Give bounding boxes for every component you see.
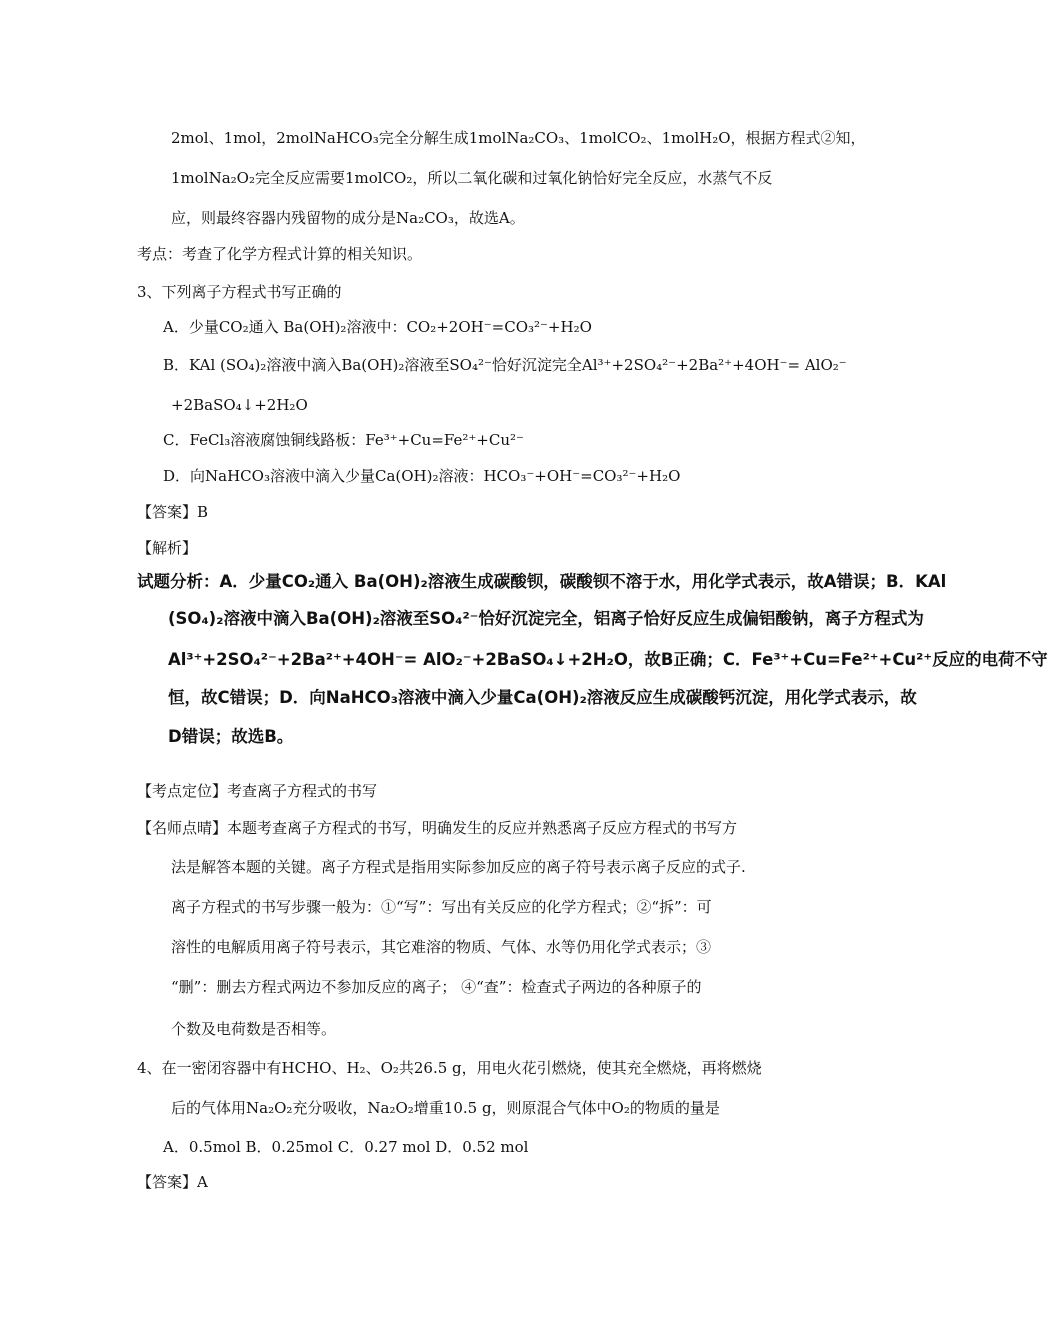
teacher-note-line-6: 个数及电荷数是否相等。 [171,1020,337,1038]
teacher-note-line-1: 【名师点晴】本题考查离子方程式的书写，明确发生的反应并熟悉离子反应方程式的书写方 [137,819,738,837]
answer-3: 【答案】B [137,503,209,521]
topic-location: 【考点定位】考查离子方程式的书写 [137,782,378,800]
analysis-line-5: D错误；故选B。 [168,727,294,746]
question-3-option-a: A．少量CO₂通入 Ba(OH)₂溶液中：CO₂+2OH⁻=CO₃²⁻+H₂O [163,318,592,336]
question-4-stem-cont: 后的气体用Na₂O₂充分吸收，Na₂O₂增重10.5 g，则原混合气体中O₂的物质的量是 [171,1099,720,1117]
solution-line-3: 应，则最终容器内残留物的成分是Na₂CO₃，故选A。 [171,209,525,227]
question-3-option-c: C．FeCl₃溶液腐蚀铜线路板：Fe³⁺+Cu=Fe²⁺+Cu²⁻ [163,431,524,449]
analysis-line-4: 恒，故C错误；D．向NaHCO₃溶液中滴入少量Ca(OH)₂溶液反应生成碳酸钙沉淀，用化学式表示，故 [168,688,917,707]
teacher-note-line-2: 法是解答本题的关键。离子方程式是指用实际参加反应的离子符号表示离子反应的式子. [171,858,746,876]
knowledge-point: 考点：考查了化学方程式计算的相关知识。 [137,245,423,263]
answer-4: 【答案】A [137,1173,208,1191]
teacher-note-line-4: 溶性的电解质用离子符号表示，其它难溶的物质、气体、水等仍用化学式表示；③ [171,938,712,956]
question-3-option-b-cont: +2BaSO₄↓+2H₂O [171,396,308,414]
teacher-note-line-5: “删”：删去方程式两边不参加反应的离子； ④“查”：检查式子两边的各种原子的 [171,978,702,996]
question-4-stem: 4、在一密闭容器中有HCHO、H₂、O₂共26.5 g，用电火花引燃烧，使其充全燃烧，再将燃烧 [137,1059,762,1077]
question-3-stem: 3、下列离子方程式书写正确的 [137,283,342,301]
solution-line-1: 2mol、1mol，2molNaHCO₃完全分解生成1molNa₂CO₃、1molCO₂、1molH₂O，根据方程式②知， [171,129,866,147]
question-3-option-d: D．向NaHCO₃溶液中滴入少量Ca(OH)₂溶液：HCO₃⁻+OH⁻=CO₃²⁻+H₂O [163,467,681,485]
analysis-line-1: 试题分析：A．少量CO₂通入 Ba(OH)₂溶液生成碳酸钡，碳酸钡不溶于水，用化学式表示，故A错误；B．KAl [137,572,947,591]
question-4-options: A．0.5mol B．0.25mol C．0.27 mol D．0.52 mol [163,1138,529,1156]
solution-line-2: 1molNa₂O₂完全反应需要1molCO₂，所以二氧化碳和过氧化钠恰好完全反应，水蒸气不反 [171,169,773,187]
analysis-line-3: Al³⁺+2SO₄²⁻+2Ba²⁺+4OH⁻= AlO₂⁻+2BaSO₄↓+2H₂O，故B正确；C．Fe³⁺+Cu=Fe²⁺+Cu²⁺反应的电荷不守 [168,650,1048,669]
analysis-line-2: (SO₄)₂溶液中滴入Ba(OH)₂溶液至SO₄²⁻恰好沉淀完全，铝离子恰好反应生成偏铝酸钠，离子方程式为 [168,609,924,628]
teacher-note-line-3: 离子方程式的书写步骤一般为：①“写”：写出有关反应的化学方程式；②“拆”：可 [171,898,712,916]
analysis-heading: 【解析】 [137,539,198,557]
question-3-option-b: B．KAl (SO₄)₂溶液中滴入Ba(OH)₂溶液至SO₄²⁻恰好沉淀完全Al³⁺+2SO₄²⁻+2Ba²⁺+4OH⁻= AlO₂⁻ [163,356,847,374]
